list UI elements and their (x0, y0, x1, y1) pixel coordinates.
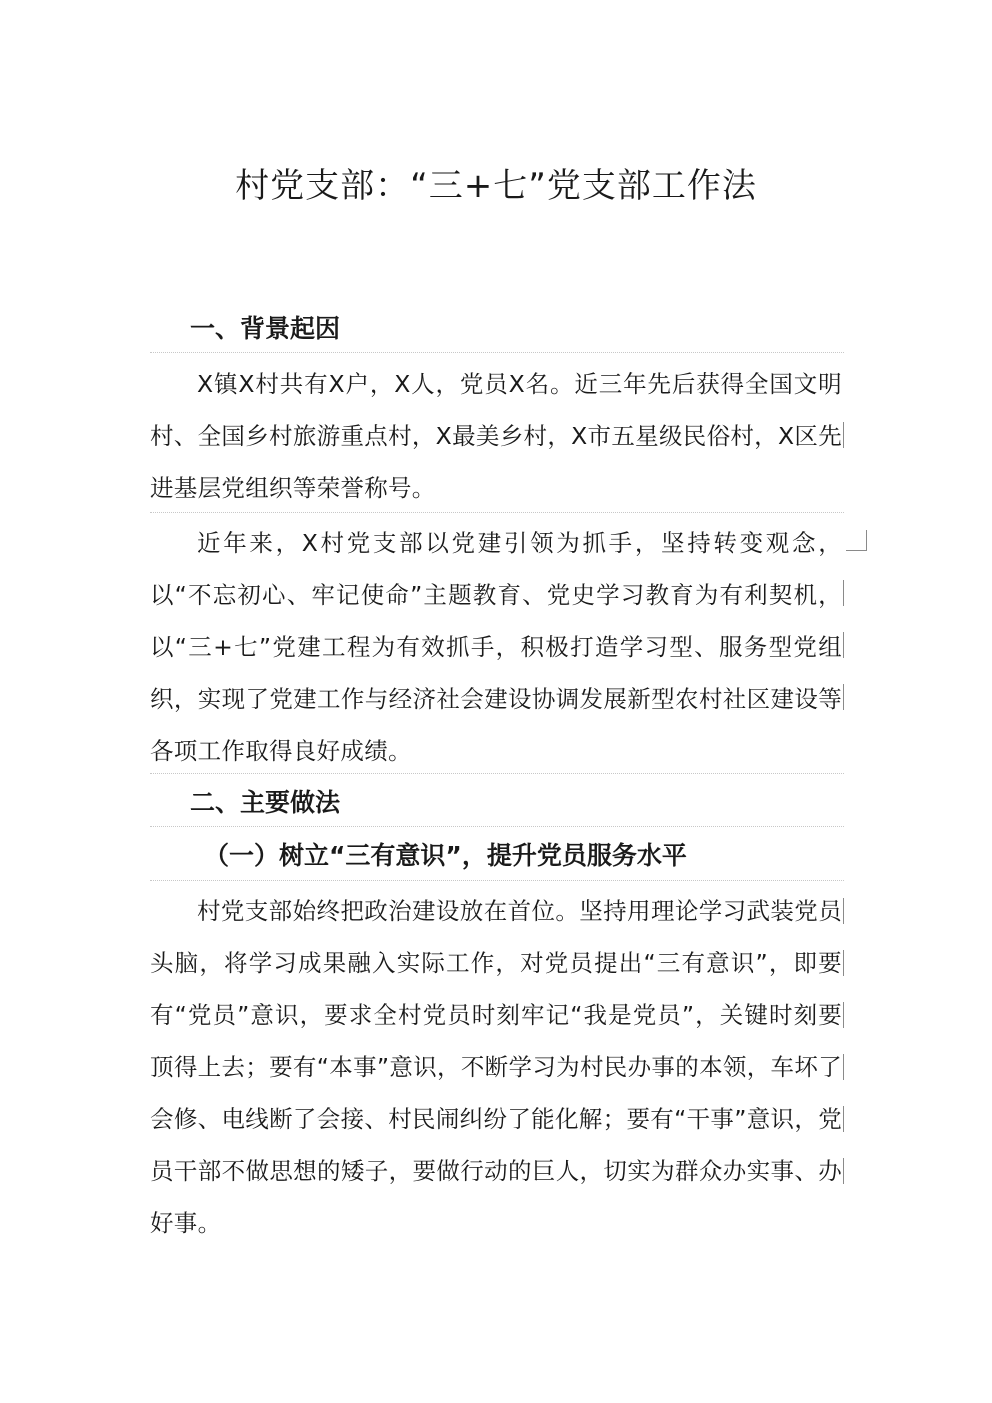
margin-marker (843, 1106, 844, 1132)
paragraph-rule (150, 880, 844, 881)
paragraph-rule (150, 773, 844, 774)
paragraph-background-2: 近年来，X村党支部以党建引领为抓手，坚持转变观念，以“不忘初心、牢记使命”主题教育、党史学习教育为有利契机，以“三+七”党建工程为有效抓手，积极打造学习型、服务型党组织，实现了党建工作与经济社会建设协调发展新型农村社区建设等各项工作取得良好成绩。 (150, 529, 842, 765)
document-title: 村党支部：“三+七”党支部工作法 (235, 166, 757, 206)
margin-marker (843, 632, 844, 658)
paragraph-rule (150, 826, 844, 827)
margin-marker (843, 422, 844, 448)
margin-marker (843, 950, 844, 976)
margin-marker (843, 684, 844, 710)
margin-corner-marker (846, 530, 867, 551)
margin-marker (843, 898, 844, 924)
paragraph-background-1: X镇X村共有X户，X人，党员X名。近三年先后获得全国文明村、全国乡村旅游重点村，X最美乡村，X市五星级民俗村，X区先进基层党组织等荣誉称号。 (150, 370, 842, 502)
section-heading-main-practices: 二、主要做法 (190, 788, 341, 817)
margin-marker (843, 1002, 844, 1028)
subsection-heading-1: （一）树立“三有意识”，提升党员服务水平 (204, 841, 687, 870)
paragraph-rule (150, 512, 844, 513)
margin-marker (843, 580, 844, 606)
paragraph-practice-1: 村党支部始终把政治建设放在首位。坚持用理论学习武装党员头脑，将学习成果融入实际工作，对党员提出“三有意识”，即要有“党员”意识，要求全村党员时刻牢记“我是党员”，关键时刻要顶得上去；要有“本事”意识，不断学习为村民办事的本领，车坏了会修、电线断了会接、村民闹纠纷了能化解；要有“干事”意识，党员干部不做思想的矮子，要做行动的巨人，切实为群众办实事、办好事。 (150, 897, 842, 1237)
section-heading-background: 一、背景起因 (190, 314, 341, 343)
paragraph-rule (150, 352, 844, 353)
margin-marker (843, 1158, 844, 1184)
margin-marker (843, 1054, 844, 1080)
